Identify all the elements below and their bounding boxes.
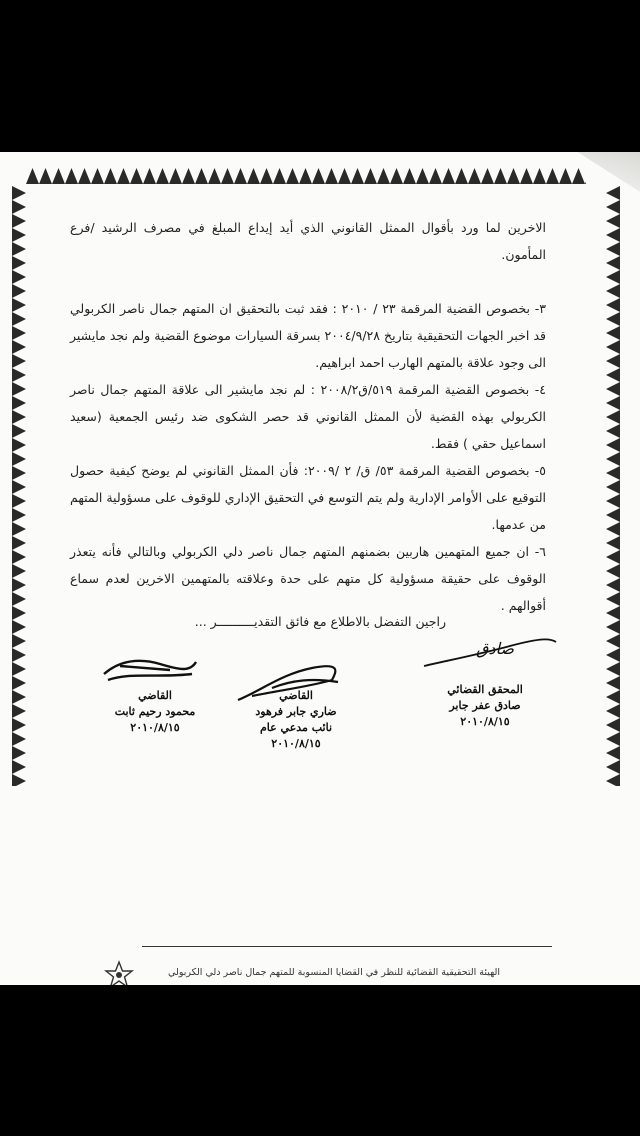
border-triangle — [606, 424, 620, 438]
border-triangle — [520, 168, 533, 184]
border-triangle — [12, 312, 26, 326]
border-triangle — [12, 298, 26, 312]
intro-paragraph: الاخرين لما ورد بأقوال الممثل القانوني الذي أيد إيداع المبلغ في مصرف الرشيد /فرع المأمون. — [70, 220, 546, 262]
border-triangle — [606, 634, 620, 648]
border-triangle — [606, 676, 620, 690]
border-triangle — [606, 228, 620, 242]
border-triangle — [12, 228, 26, 242]
border-triangle — [606, 480, 620, 494]
border-triangle — [78, 168, 91, 184]
document-page — [0, 152, 640, 985]
border-triangle — [12, 186, 26, 200]
border-triangle — [12, 662, 26, 676]
prosecutor-date: ٢٠١٠/٨/١٥ — [271, 737, 321, 750]
border-triangle — [12, 466, 26, 480]
border-triangle — [606, 242, 620, 256]
border-triangle — [286, 168, 299, 184]
border-triangle — [104, 168, 117, 184]
border-triangle — [606, 550, 620, 564]
paragraph-3: ٣- بخصوص القضية المرقمة ٢٣ / ٢٠١٠ : فقد ثبت بالتحقيق ان المتهم جمال ناصر الكربولي قد اخبر الجهات التحقيقية بتاريخ ٢٠٠٤/٩/٢٨ بسرقة السيارات موضوع القضية ولم نجد مايشير الى وجود علاقة بالمتهم الهارب احمد ابراهيم. — [70, 301, 546, 370]
border-triangle — [606, 396, 620, 410]
prosecutor-role: نائب مدعي عام — [259, 721, 333, 734]
border-triangle — [65, 168, 78, 184]
border-triangle — [12, 690, 26, 704]
border-triangle — [606, 200, 620, 214]
border-triangle — [606, 662, 620, 676]
border-triangle — [416, 168, 429, 184]
border-triangle — [606, 746, 620, 760]
border-triangle — [12, 242, 26, 256]
border-triangle — [12, 634, 26, 648]
border-triangle — [468, 168, 481, 184]
border-triangle — [12, 606, 26, 620]
border-triangle — [143, 168, 156, 184]
judge-date: ٢٠١٠/٨/١٥ — [130, 721, 180, 734]
border-triangle — [606, 508, 620, 522]
border-triangle — [507, 168, 520, 184]
border-triangle — [195, 168, 208, 184]
border-triangle — [559, 168, 572, 184]
border-triangle — [12, 368, 26, 382]
border-triangle — [455, 168, 468, 184]
border-triangle — [606, 382, 620, 396]
border-triangle — [442, 168, 455, 184]
border-triangle — [606, 760, 620, 774]
border-triangle — [12, 284, 26, 298]
border-triangle — [156, 168, 169, 184]
border-triangle — [572, 168, 585, 184]
border-triangle — [12, 676, 26, 690]
border-triangle — [606, 564, 620, 578]
border-triangle — [606, 298, 620, 312]
border-triangle — [12, 592, 26, 606]
border-triangle — [606, 648, 620, 662]
paragraph-4: ٤- بخصوص القضية المرقمة ٥١٩/ق٢٠٠٨/٢ : لم نجد مايشير الى علاقة المتهم جمال ناصر الكربولي بهذه القضية لأن الممثل القانوني قد حصر الشكوى ضد رئيس الجمعية (سعيد اسماعيل حقي ) فقط. — [70, 382, 546, 451]
border-triangle — [12, 340, 26, 354]
border-triangle — [12, 382, 26, 396]
border-triangle — [606, 214, 620, 228]
border-triangle — [273, 168, 286, 184]
border-right — [604, 186, 622, 786]
border-triangle — [12, 410, 26, 424]
border-triangle — [12, 648, 26, 662]
border-triangle — [606, 326, 620, 340]
border-triangle — [606, 410, 620, 424]
border-triangle — [429, 168, 442, 184]
border-triangle — [12, 732, 26, 746]
border-triangle — [12, 494, 26, 508]
border-triangle — [12, 760, 26, 774]
border-triangle — [312, 168, 325, 184]
border-triangle — [52, 168, 65, 184]
border-triangle — [390, 168, 403, 184]
border-triangle — [12, 550, 26, 564]
border-triangle — [606, 438, 620, 452]
border-triangle — [12, 746, 26, 760]
border-triangle — [12, 200, 26, 214]
border-triangle — [606, 704, 620, 718]
prosecutor-name: ضاري جابر فرهود — [255, 705, 337, 718]
border-triangle — [12, 326, 26, 340]
border-triangle — [606, 718, 620, 732]
border-triangle — [26, 168, 39, 184]
footer-divider — [142, 946, 552, 947]
paragraph-5: ٥- بخصوص القضية المرقمة ٥٣/ ق/ ٢ /٢٠٠٩: فأن الممثل القانوني لم يوضح كيفية حصول التوقيع على الأوامر الإدارية ولم يتم التوسع في التحقيق الإداري للوقوف على مسؤولية المتهم من عدمها. — [70, 463, 546, 532]
border-triangle — [606, 606, 620, 620]
border-triangle — [12, 536, 26, 550]
border-triangle — [182, 168, 195, 184]
border-triangle — [606, 312, 620, 326]
border-triangle — [546, 168, 559, 184]
border-triangle — [377, 168, 390, 184]
judge-signature — [100, 688, 210, 736]
border-triangle — [494, 168, 507, 184]
border-triangle — [12, 480, 26, 494]
prosecutor-title: القاضي — [279, 689, 313, 702]
investigator-signature — [430, 682, 540, 730]
border-triangle — [12, 354, 26, 368]
paragraph-6: ٦- ان جميع المتهمين هاربين بضمنهم المتهم جمال ناصر دلي الكربولي وبالتالي فأنه يتعذر الوقوف على حقيقة مسؤولية كل متهم على حدة وعلاقته بالمتهمين الاخرين لعدم سماع أقوالهم . — [70, 544, 546, 613]
border-triangle — [130, 168, 143, 184]
border-triangle — [606, 452, 620, 466]
border-left — [10, 186, 28, 786]
border-triangle — [325, 168, 338, 184]
border-triangle — [351, 168, 364, 184]
border-triangle — [12, 424, 26, 438]
border-triangle — [606, 592, 620, 606]
border-triangle — [117, 168, 130, 184]
border-triangle — [12, 508, 26, 522]
border-triangle — [533, 168, 546, 184]
border-triangle — [481, 168, 494, 184]
border-triangle — [606, 270, 620, 284]
judge-title: القاضي — [138, 689, 172, 702]
border-triangle — [299, 168, 312, 184]
border-triangle — [169, 168, 182, 184]
investigator-handwriting: صادق — [476, 639, 514, 658]
border-triangle — [606, 466, 620, 480]
border-top — [26, 166, 586, 186]
footer-text: الهيئة التحقيقية القضائية للنظر في القضايا المنسوبة للمتهم جمال ناصر دلي الكربولي — [168, 967, 500, 978]
border-triangle — [12, 564, 26, 578]
border-triangle — [606, 354, 620, 368]
letter-body — [70, 214, 546, 619]
border-triangle — [606, 690, 620, 704]
border-triangle — [606, 340, 620, 354]
border-triangle — [12, 438, 26, 452]
border-triangle — [221, 168, 234, 184]
border-triangle — [12, 522, 26, 536]
border-triangle — [12, 620, 26, 634]
border-triangle — [403, 168, 416, 184]
border-triangle — [12, 578, 26, 592]
border-triangle — [12, 214, 26, 228]
border-triangle — [208, 168, 221, 184]
border-triangle — [12, 718, 26, 732]
border-triangle — [606, 368, 620, 382]
investigator-date: ٢٠١٠/٨/١٥ — [460, 715, 510, 728]
border-triangle — [606, 284, 620, 298]
investigator-name: صادق عفر جابر — [449, 699, 521, 712]
border-triangle — [12, 774, 26, 786]
judge-signature-scribble — [100, 652, 200, 688]
investigator-title: المحقق القضائي — [447, 683, 523, 696]
star-emblem-icon — [104, 960, 134, 985]
border-triangle — [12, 704, 26, 718]
border-triangle — [247, 168, 260, 184]
border-triangle — [12, 270, 26, 284]
border-triangle — [12, 396, 26, 410]
border-triangle — [606, 494, 620, 508]
border-triangle — [606, 732, 620, 746]
prosecutor-signature — [236, 688, 356, 752]
border-triangle — [39, 168, 52, 184]
border-triangle — [606, 620, 620, 634]
border-triangle — [606, 774, 620, 786]
border-triangle — [338, 168, 351, 184]
border-triangle — [606, 186, 620, 200]
border-triangle — [606, 522, 620, 536]
border-triangle — [606, 536, 620, 550]
border-triangle — [606, 256, 620, 270]
border-triangle — [12, 452, 26, 466]
border-triangle — [12, 256, 26, 270]
border-triangle — [260, 168, 273, 184]
judge-name: محمود رحيم ثابت — [114, 705, 196, 718]
border-triangle — [364, 168, 377, 184]
border-triangle — [606, 578, 620, 592]
border-triangle — [585, 168, 586, 184]
border-triangle — [234, 168, 247, 184]
border-triangle — [91, 168, 104, 184]
investigator-signature-scribble — [420, 632, 560, 672]
closing-line: راجين التفضل بالاطلاع مع فائق التقديــــــــــر ... — [194, 614, 446, 629]
